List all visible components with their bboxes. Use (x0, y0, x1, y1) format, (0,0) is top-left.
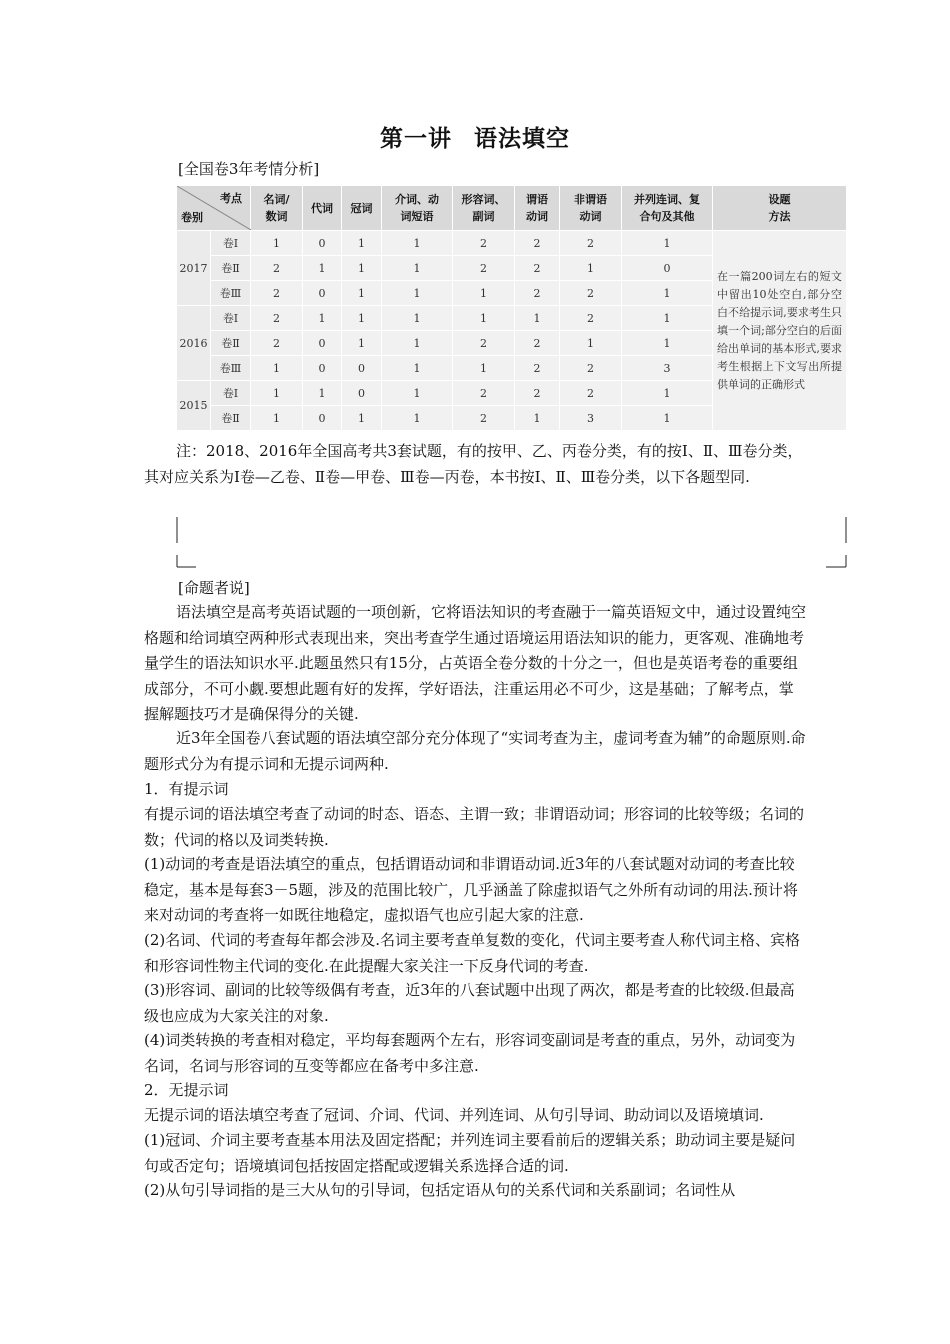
year-cell: 2017 (177, 231, 211, 306)
count-cell: 1 (515, 306, 560, 331)
count-cell: 1 (382, 406, 453, 431)
section-1-item-1: (1)动词的考查是语法填空的重点，包括谓语动词和非谓语动词.近3年的八套试题对动词的考查比较稳定，基本是每套3－5题，涉及的范围比较广，几乎涵盖了除虚拟语气之外所有动词的用法.预计将来对动词的考查将一如既往地稳定，虚拟语气也应引起大家的注意. (144, 855, 798, 924)
count-cell: 2 (251, 281, 303, 306)
count-cell: 1 (560, 256, 622, 281)
count-cell: 2 (560, 231, 622, 256)
count-cell: 1 (453, 306, 515, 331)
volume-cell: 卷Ⅱ (211, 256, 251, 281)
section-2-text: 无提示词的语法填空考查了冠词、介词、代词、并列连词、从句引导词、助动词以及语境填词. (144, 1106, 764, 1124)
volume-cell: 卷Ⅰ (211, 381, 251, 406)
volume-cell: 卷Ⅱ (211, 406, 251, 431)
count-cell: 2 (515, 256, 560, 281)
count-cell: 1 (622, 381, 713, 406)
section-1-text: 有提示词的语法填空考查了动词的时态、语态、主谓一致；非谓语动词；形容词的比较等级；名词的数；代词的格以及词类转换. (144, 805, 805, 849)
count-cell: 1 (622, 231, 713, 256)
count-cell: 2 (453, 381, 515, 406)
count-cell: 1 (342, 256, 382, 281)
count-cell: 3 (622, 356, 713, 381)
blank-frame (176, 517, 848, 569)
section-2-item-2: (2)从句引导词指的是三大从句的引导词，包括定语从句的关系代词和关系副词；名词性从 (144, 1181, 736, 1199)
count-cell: 1 (251, 231, 303, 256)
count-cell: 1 (453, 356, 515, 381)
count-cell: 2 (560, 306, 622, 331)
count-cell: 2 (251, 256, 303, 281)
section-2-item-1: (1)冠词、介词主要考查基本用法及固定搭配；并列连词主要看前后的逻辑关系；助动词主要是疑问句或否定句；语境填词包括按固定搭配或逻辑关系选择合适的词. (144, 1131, 796, 1175)
column-header: 并列连词、复 合句及其他 (622, 186, 713, 231)
count-cell: 0 (303, 281, 342, 306)
method-cell: 在一篇200词左右的短文中留出10处空白,部分空白不给提示词,要求考生只填一个词;部分空白的后面给出单词的基本形式,要求考生根据上下文写出所提供单词的正确形式 (713, 231, 847, 431)
count-cell: 1 (251, 406, 303, 431)
section-2-heading: 2．无提示词 (144, 1081, 229, 1099)
proposer-label: [命题者说] (178, 579, 250, 597)
count-cell: 0 (342, 381, 382, 406)
count-cell: 2 (453, 231, 515, 256)
count-cell: 1 (382, 331, 453, 356)
count-cell: 1 (303, 381, 342, 406)
count-cell: 1 (251, 381, 303, 406)
count-cell: 1 (342, 231, 382, 256)
count-cell: 0 (342, 356, 382, 381)
count-cell: 2 (515, 281, 560, 306)
section-1-item-2: (2)名词、代词的考查每年都会涉及.名词主要考查单复数的变化，代词主要考查人称代词主格、宾格和形容词性物主代词的变化.在此提醒大家关注一下反身代词的考查. (144, 931, 801, 975)
section-1-heading: 1．有提示词 (144, 780, 229, 798)
section-1-item-4: (4)词类转换的考查相对稳定，平均每套题两个左右，形容词变副词是考查的重点，另外，动词变为名词，名词与形容词的互变等都应在备考中多注意. (144, 1031, 796, 1075)
count-cell: 1 (342, 331, 382, 356)
count-cell: 1 (382, 356, 453, 381)
count-cell: 2 (515, 331, 560, 356)
count-cell: 1 (382, 256, 453, 281)
count-cell: 1 (382, 281, 453, 306)
count-cell: 1 (342, 406, 382, 431)
count-cell: 0 (303, 356, 342, 381)
count-cell: 1 (453, 281, 515, 306)
column-header: 设题 方法 (713, 186, 847, 231)
column-header: 代词 (303, 186, 342, 231)
count-cell: 2 (453, 256, 515, 281)
count-cell: 2 (251, 306, 303, 331)
column-header: 形容词、 副词 (453, 186, 515, 231)
count-cell: 1 (622, 281, 713, 306)
count-cell: 1 (560, 331, 622, 356)
count-cell: 2 (560, 356, 622, 381)
count-cell: 2 (515, 231, 560, 256)
count-cell: 2 (453, 331, 515, 356)
column-header: 非谓语 动词 (560, 186, 622, 231)
volume-cell: 卷Ⅰ (211, 231, 251, 256)
page-title: 第一讲 语法填空 (380, 126, 570, 152)
column-header: 介词、动 词短语 (382, 186, 453, 231)
table-row (177, 231, 847, 256)
count-cell: 2 (453, 406, 515, 431)
volume-cell: 卷Ⅰ (211, 306, 251, 331)
count-cell: 2 (560, 281, 622, 306)
count-cell: 2 (560, 381, 622, 406)
analysis-label: [全国卷3年考情分析] (178, 160, 320, 178)
exam-analysis-table (176, 185, 847, 431)
count-cell: 1 (303, 306, 342, 331)
count-cell: 1 (342, 281, 382, 306)
count-cell: 3 (560, 406, 622, 431)
count-cell: 1 (303, 256, 342, 281)
intro-paragraph-1: 语法填空是高考英语试题的一项创新，它将语法知识的考查融于一篇英语短文中，通过设置纯空格题和给词填空两种形式表现出来，突出考查学生通过语境运用语法知识的能力，更客观、准确地考量学生的语法知识水平.此题虽然只有15分，占英语全卷分数的十分之一，但也是英语考卷的重要组成部分，不可小觑.要想此题有好的发挥，学好语法，注重运用必不可少，这是基础；了解考点，掌握解题技巧才是确保得分的关键. (144, 603, 807, 723)
count-cell: 0 (303, 231, 342, 256)
count-cell: 1 (382, 306, 453, 331)
column-header: 冠词 (342, 186, 382, 231)
count-cell: 2 (515, 356, 560, 381)
count-cell: 1 (515, 406, 560, 431)
intro-paragraph-2: 近3年全国卷八套试题的语法填空部分充分体现了“实词考查为主，虚词考查为辅”的命题原则.命题形式分为有提示词和无提示词两种. (144, 729, 806, 773)
count-cell: 1 (622, 406, 713, 431)
year-cell: 2016 (177, 306, 211, 381)
year-cell: 2015 (177, 381, 211, 431)
count-cell: 0 (303, 331, 342, 356)
volume-cell: 卷Ⅲ (211, 281, 251, 306)
table-corner-cell: 考点 卷别 (177, 186, 251, 231)
count-cell: 1 (622, 306, 713, 331)
count-cell: 1 (622, 331, 713, 356)
count-cell: 1 (382, 231, 453, 256)
volume-cell: 卷Ⅲ (211, 356, 251, 381)
table-note: 注：2018、2016年全国高考共3套试题，有的按甲、乙、丙卷分类，有的按Ⅰ、Ⅱ、Ⅲ卷分类，其对应关系为Ⅰ卷—乙卷、Ⅱ卷—甲卷、Ⅲ卷—丙卷，本书按Ⅰ、Ⅱ、Ⅲ卷分类，以下各题型同. (144, 442, 803, 486)
section-1-item-3: (3)形容词、副词的比较等级偶有考查，近3年的八套试题中出现了两次，都是考查的比较级.但最高级也应成为大家关注的对象. (144, 981, 795, 1025)
column-header: 谓语 动词 (515, 186, 560, 231)
count-cell: 0 (303, 406, 342, 431)
count-cell: 1 (251, 356, 303, 381)
volume-cell: 卷Ⅱ (211, 331, 251, 356)
column-header: 名词/ 数词 (251, 186, 303, 231)
count-cell: 2 (251, 331, 303, 356)
count-cell: 0 (622, 256, 713, 281)
count-cell: 1 (382, 381, 453, 406)
count-cell: 2 (515, 381, 560, 406)
count-cell: 1 (342, 306, 382, 331)
